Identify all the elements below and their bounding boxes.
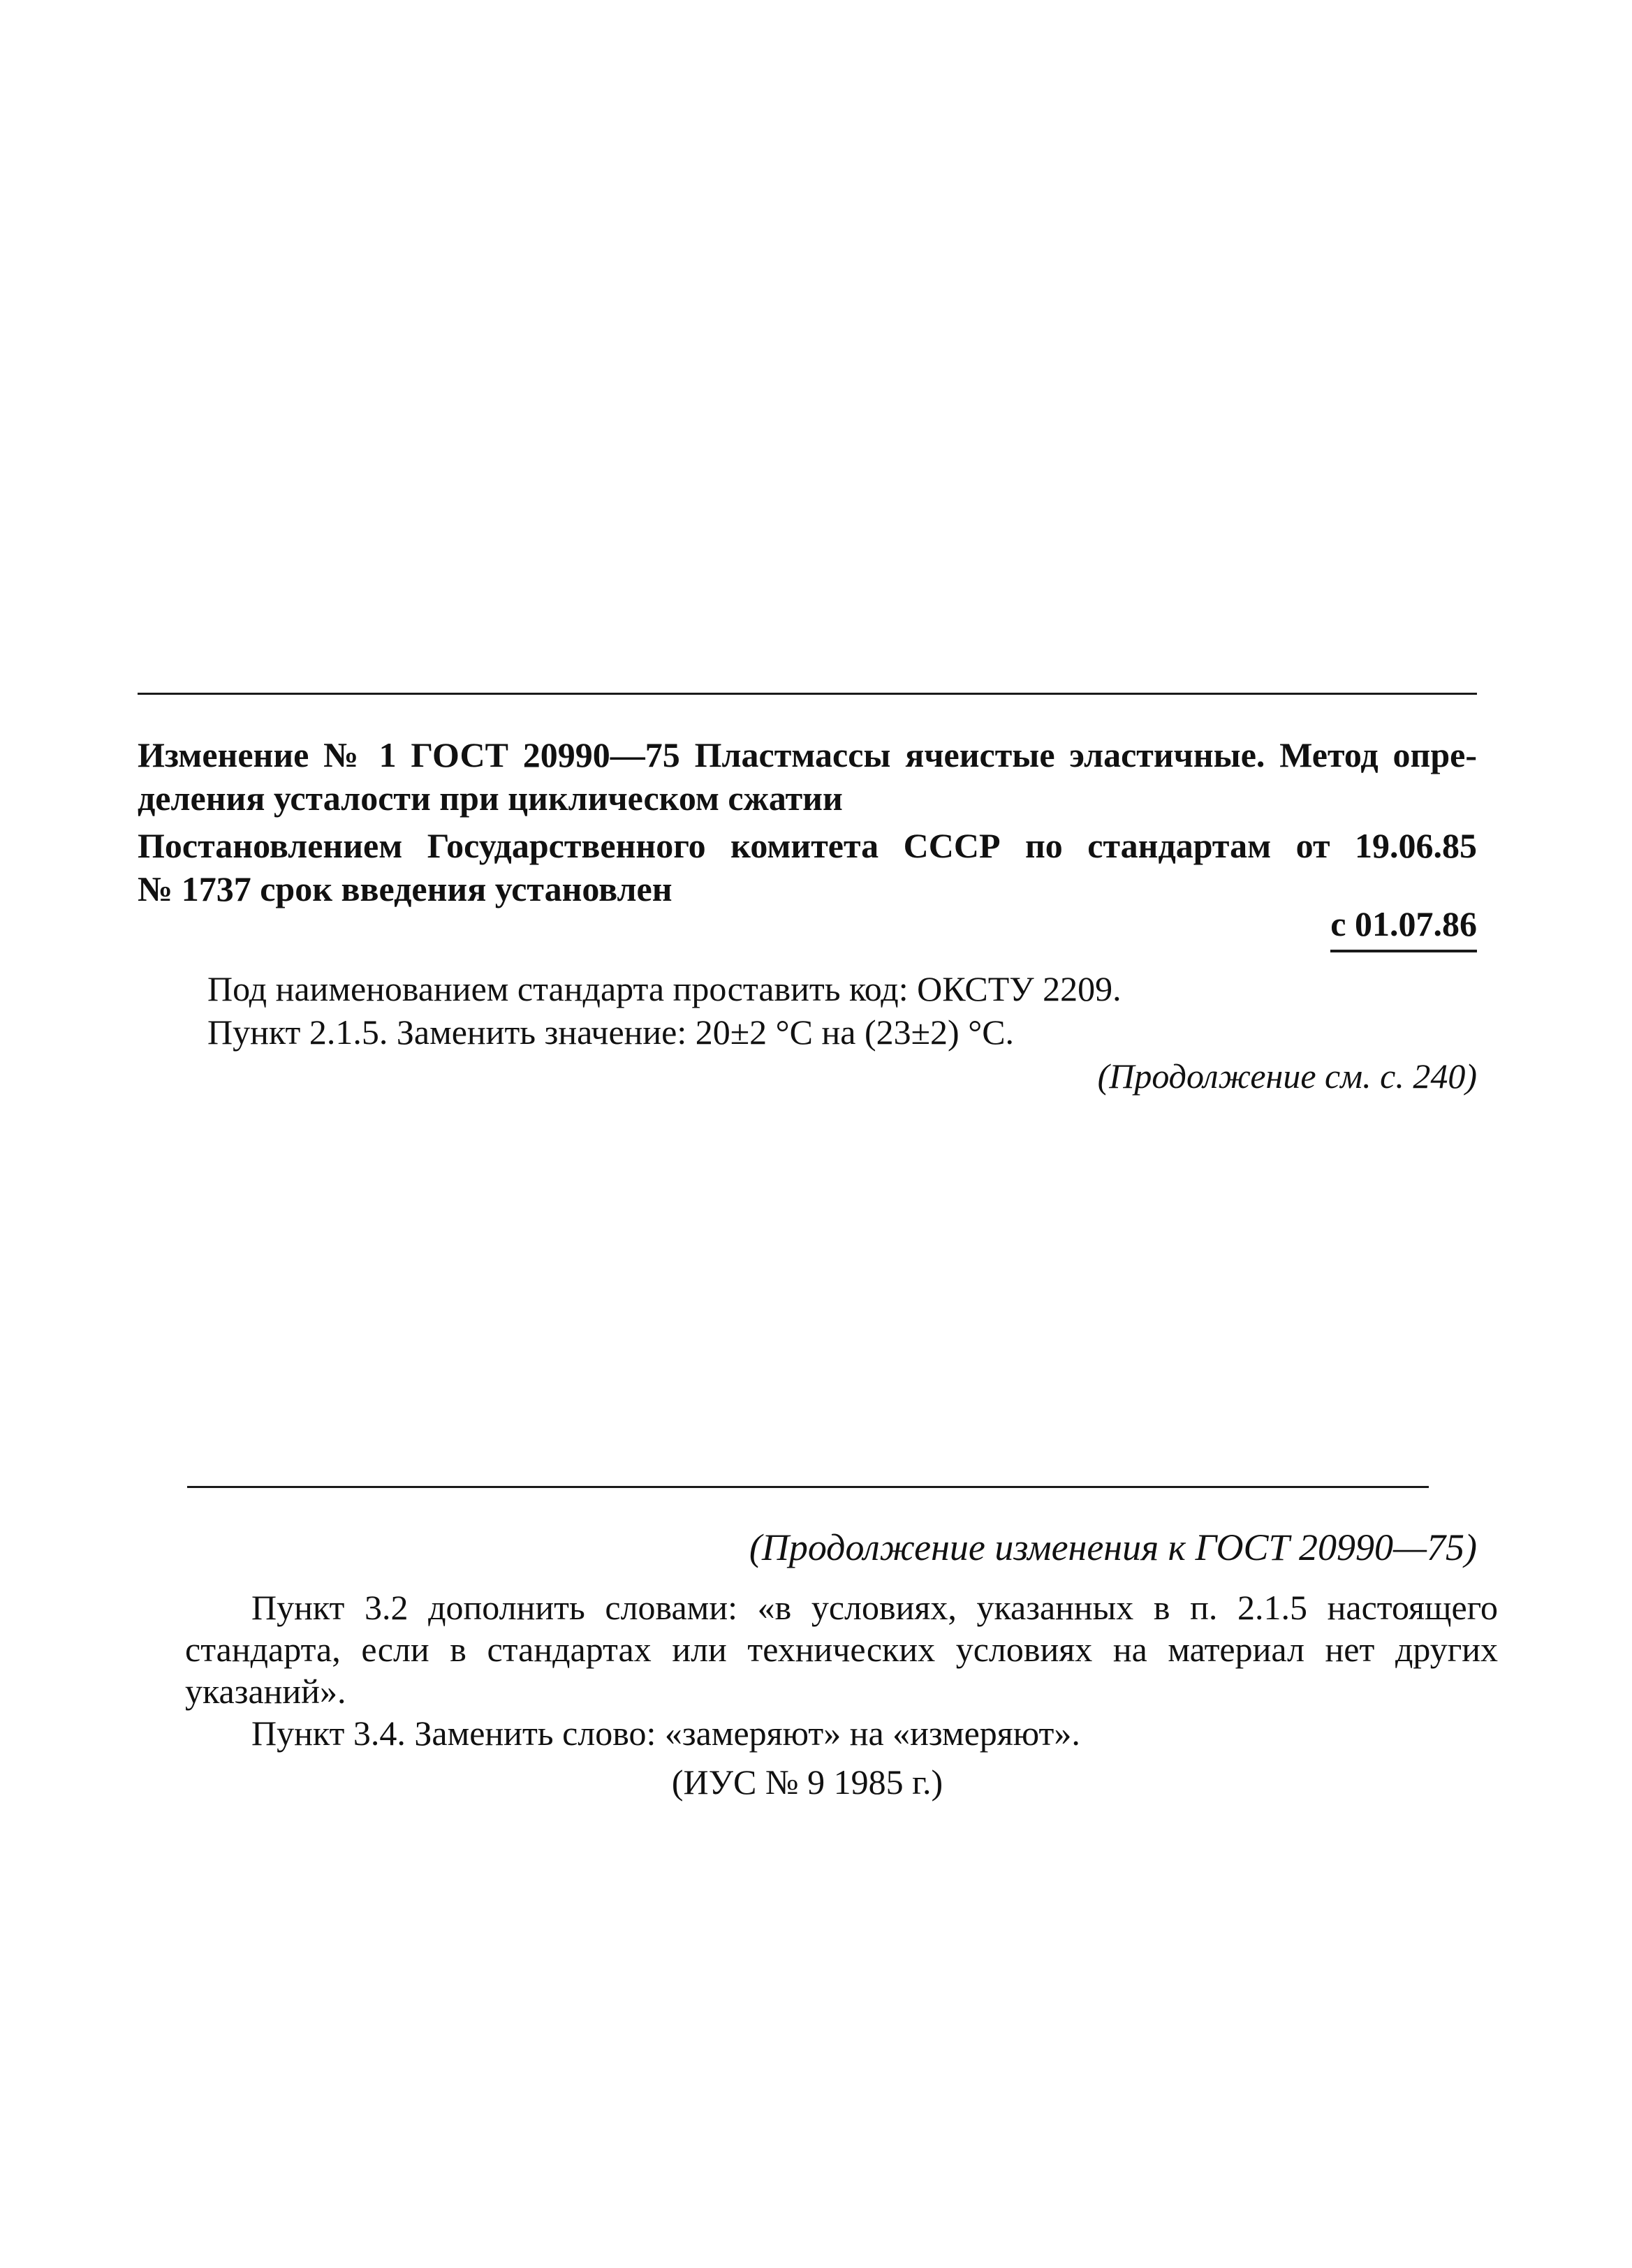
amendment-title-line-1: Изменение № 1 ГОСТ 20990—75 Пластмассы ячеистые эластичные. Метод опре- — [138, 735, 1477, 774]
continuation-note — [138, 1054, 1477, 1098]
source-reference — [138, 1761, 1477, 1803]
continuation-heading-text: (Продолжение изменения к ГОСТ 20990—75) — [749, 1526, 1477, 1568]
amendment-body — [207, 967, 1477, 1054]
continuation-paragraph-2-text: Пункт 3.4. Заменить слово: «замеряют» на «измеряют». — [251, 1714, 1080, 1753]
top-rule — [138, 693, 1477, 695]
continuation-paragraph-1 — [185, 1586, 1498, 1712]
continuation-heading — [138, 1524, 1477, 1570]
middle-rule — [187, 1486, 1429, 1488]
decree-line-2: № 1737 срок введения установлен — [138, 869, 672, 908]
amendment-title-line-2: деления усталости при циклическом сжатии — [138, 779, 843, 818]
effective-date: с 01.07.86 — [1330, 901, 1477, 952]
amendment-body-line-2: Пункт 2.1.5. Заменить значение: 20±2 °С на (23±2) °С. — [207, 1012, 1015, 1052]
amendment-body-line-1: Под наименованием стандарта проставить код: ОКСТУ 2209. — [207, 969, 1122, 1008]
decree-line-1: Постановлением Государственного комитета СССР по стандартам от 19.06.85 — [138, 826, 1477, 865]
amendment-title — [138, 733, 1477, 820]
continuation-paragraph-2 — [251, 1712, 1498, 1754]
source-reference-text: (ИУС № 9 1985 г.) — [671, 1762, 943, 1802]
continuation-paragraph-1-line-3: указаний». — [185, 1672, 346, 1711]
continuation-paragraph-1-line-1: Пункт 3.2 дополнить словами: «в условиях, указанных в п. 2.1.5 настоящего — [251, 1588, 1498, 1627]
continuation-note-text: (Продолжение см. с. 240) — [1097, 1056, 1477, 1096]
continuation-paragraph-1-line-2: стандарта, если в стандартах или технических условиях на материал нет других — [185, 1630, 1498, 1669]
effective-date-block — [138, 901, 1477, 952]
decree-text — [138, 824, 1477, 911]
